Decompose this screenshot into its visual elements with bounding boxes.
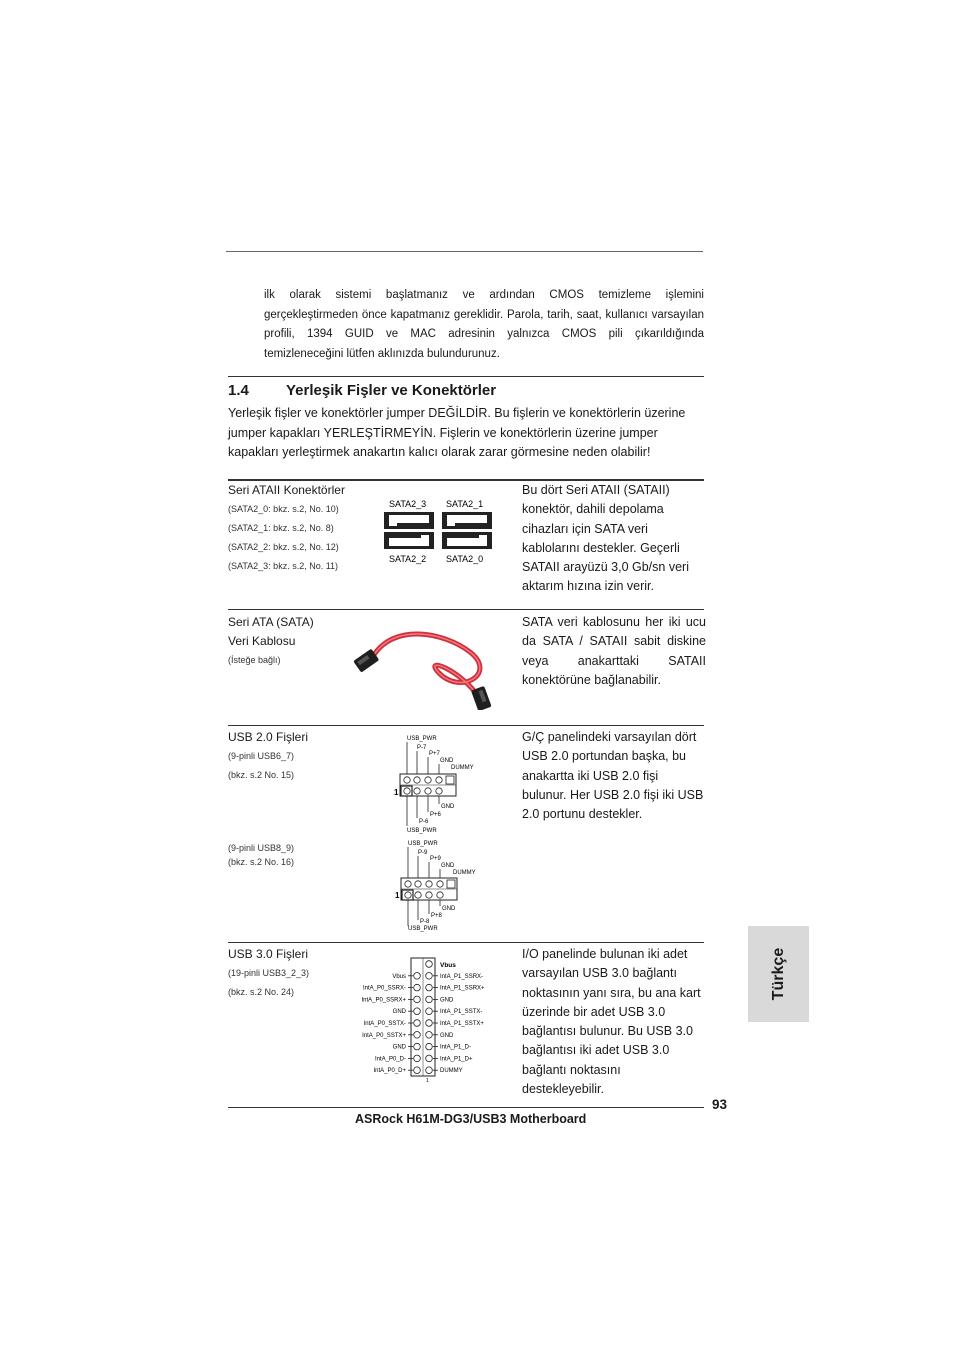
usb3-pin-label-left: IntA_P0_SSRX-	[362, 985, 406, 992]
usb2-header1-diagram	[390, 730, 490, 838]
usb3-pin-label-right: IntA_P1_SSRX+	[440, 985, 485, 992]
usb3-label: USB 3.0 Fişleri	[228, 947, 309, 961]
sata2-port-label-2: SATA2_2	[389, 554, 427, 564]
sata2-port-label-3: SATA2_3	[389, 499, 427, 509]
section-number: 1.4	[228, 382, 249, 399]
usb3-pin-label-right: GND	[440, 1032, 454, 1039]
sata2-3-connector	[384, 512, 434, 529]
sata2-port-label-1: SATA2_1	[446, 499, 484, 509]
usb2-label: USB 2.0 Fişleri	[228, 730, 309, 744]
usb3-top-vbus-label: Vbus	[440, 962, 456, 969]
usb3-pin-label-right: IntA_P1_D-	[440, 1044, 472, 1051]
usb3-pin-label-left: IntA_P0_D-	[374, 1056, 406, 1063]
usb2-h2-pin-gnd-bottom: GND	[442, 906, 456, 912]
usb2-h1-pin-usbpwr-bottom: USB_PWR	[407, 828, 437, 834]
usb2-h1-pin-pminus-top: P-7	[417, 745, 427, 751]
usb3-header-ref: (bkz. s.2 No. 24)	[228, 987, 295, 997]
usb3-pin-label-left: Vbus	[392, 973, 406, 980]
usb2-h2-pin-pplus-top: P+9	[430, 856, 441, 862]
usb2-h1-pin-pminus-bottom: P-6	[419, 819, 429, 825]
usb2-h1-pin-gnd-bottom: GND	[441, 804, 455, 810]
usb2-h1-pin-gnd-top: GND	[440, 758, 454, 764]
page-number: 93	[712, 1097, 728, 1112]
usb3-pin-label-left: IntA_P0_SSTX+	[362, 1032, 406, 1039]
sata-cable-image	[352, 626, 502, 710]
usb2-header2-type: (9-pinli USB8_9)	[228, 843, 295, 853]
usb3-pin-label-left: IntA_P0_SSTX-	[363, 1021, 406, 1027]
top-rule	[226, 251, 703, 252]
sata2-ref-2: (SATA2_2: bkz. s.2, No. 12)	[228, 542, 339, 552]
usb3-pin-label-left: IntA_P0_D+	[373, 1068, 406, 1075]
sata2-port-label-0: SATA2_0	[446, 554, 484, 564]
usb2-h1-pin1-label: 1	[394, 788, 399, 797]
sata2-ref-1: (SATA2_1: bkz. s.2, No. 8)	[228, 523, 334, 533]
intro-paragraph: ilk olarak sistemi başlatmanız ve ardından CMOS temizleme işlemini gerçekleştirmeden önce kapatmanız gereklidir. Parola, tarih, saat, kullanıcı varsayılan profili, 1394 GUID ve MAC adresinin yalnızca CMOS pili çıkarıldığında temizleneceğini lütfen aklınızda bulundurunuz.	[264, 289, 704, 360]
usb3-pin-label-right: IntA_P1_SSTX-	[440, 1009, 483, 1016]
usb2-h2-pin-pplus-bottom: P+8	[431, 913, 442, 919]
sata2-ref-0: (SATA2_0: bkz. s.2, No. 10)	[228, 504, 339, 514]
language-side-tab	[748, 926, 809, 1022]
row-divider-2	[228, 725, 704, 726]
section-title: Yerleşik Fişler ve Konektörler	[286, 382, 497, 399]
usb3-description: I/O panelinde bulunan iki adet varsayılan USB 3.0 bağlantı noktasının yanı sıra, bu ana kart üzerinde bir adet USB 3.0 bağlantısı bulunur. Bu USB 3.0 bağlantısı iki adet USB 3.0 bağlantı noktasını destekleyebilir.	[522, 947, 701, 1097]
usb3-pin1-label: 1	[426, 1078, 429, 1084]
usb2-h1-pin-pplus-top: P+7	[429, 751, 440, 757]
sata-cable-label-2: Veri Kablosu	[228, 634, 296, 648]
sata2-0-connector	[442, 532, 492, 549]
usb2-h2-pin-dummy: DUMMY	[453, 870, 476, 876]
usb3-pin-label-right: DUMMY	[440, 1068, 463, 1075]
usb3-pin-label-right: GND	[440, 997, 454, 1004]
usb2-description: G/Ç panelindeki varsayılan dört USB 2.0 portundan başka, bu anakartta iki USB 2.0 fişi bulunur. Her USB 2.0 fişi iki USB 2.0 portunu destekler.	[522, 730, 704, 822]
usb2-header2-diagram	[392, 836, 492, 936]
footer-rule	[228, 1107, 704, 1108]
sata2-label: Seri ATAII Konektörler	[228, 483, 345, 497]
usb3-pin-label-left: IntA_P0_SSRX+	[361, 997, 406, 1004]
usb2-h2-pin-gnd-top: GND	[441, 863, 455, 869]
usb3-pin-label-right: IntA_P1_SSRX-	[440, 973, 484, 980]
sata-cable-description: SATA veri kablosunu her iki ucu da SATA / SATAII sabit diskine veya anakarttaki SATAII konektörüne bağlanabilir.	[522, 615, 706, 687]
usb2-h2-pin-usbpwr-top: USB_PWR	[408, 841, 438, 847]
row-divider-3	[228, 942, 704, 943]
usb2-h1-pin-pplus-bottom: P+6	[430, 812, 441, 818]
usb2-h2-pin-pminus-bottom: P-8	[420, 919, 430, 925]
row-divider-1	[228, 609, 704, 610]
sata2-description: Bu dört Seri ATAII (SATAII) konektör, dahili depolama cihazları için SATA veri kablolarını destekler. Geçerli SATAII arayüzü 3,0 Gb/sn veri aktarım hızına izin verir.	[522, 483, 689, 594]
usb3-header-diagram	[340, 954, 510, 1084]
language-tab-label: Türkçe	[769, 947, 787, 1001]
sata2-2-connector	[384, 532, 434, 549]
sata2-1-connector	[442, 512, 492, 529]
section-intro: Yerleşik fişler ve konektörler jumper DEĞİLDİR. Bu fişlerin ve konektörlerin üzerine jumper kapakları YERLEŞTİRMEYİN. Fişlerin ve konektörlerin üzerine jumper kapakları yerleştirmek anakartın kalıcı olarak zarar görmesine neden olabilir!	[228, 406, 686, 459]
usb2-h2-pin-pminus-top: P-9	[418, 850, 428, 856]
usb2-h1-pin-usbpwr-top: USB_PWR	[407, 736, 437, 742]
usb2-header2-ref: (bkz. s.2 No. 16)	[228, 857, 295, 867]
section-rule-top	[228, 376, 704, 377]
usb2-header1-ref: (bkz. s.2 No. 15)	[228, 770, 295, 780]
footer-model-name: ASRock H61M-DG3/USB3 Motherboard	[355, 1112, 587, 1126]
usb3-header-type: (19-pinli USB3_2_3)	[228, 968, 310, 978]
usb2-header1-type: (9-pinli USB6_7)	[228, 751, 295, 761]
usb3-pin-label-left: GND	[392, 1009, 406, 1016]
usb2-h1-pin-dummy: DUMMY	[451, 765, 474, 771]
usb2-h2-pin1-label: 1	[395, 891, 400, 900]
sata-cable-optional: (İsteğe bağlı)	[228, 655, 281, 665]
usb3-pin-label-right: IntA_P1_SSTX+	[440, 1021, 484, 1027]
usb2-h2-pin-usbpwr-bottom: USB_PWR	[408, 926, 438, 932]
sata2-ref-3: (SATA2_3: bkz. s.2, No. 11)	[228, 561, 339, 571]
usb3-pin-label-left: GND	[392, 1044, 406, 1051]
sata-cable-label: Seri ATA (SATA)	[228, 615, 314, 629]
usb3-pin-label-right: IntA_P1_D+	[440, 1056, 473, 1063]
sata2-connectors-diagram	[380, 494, 500, 568]
